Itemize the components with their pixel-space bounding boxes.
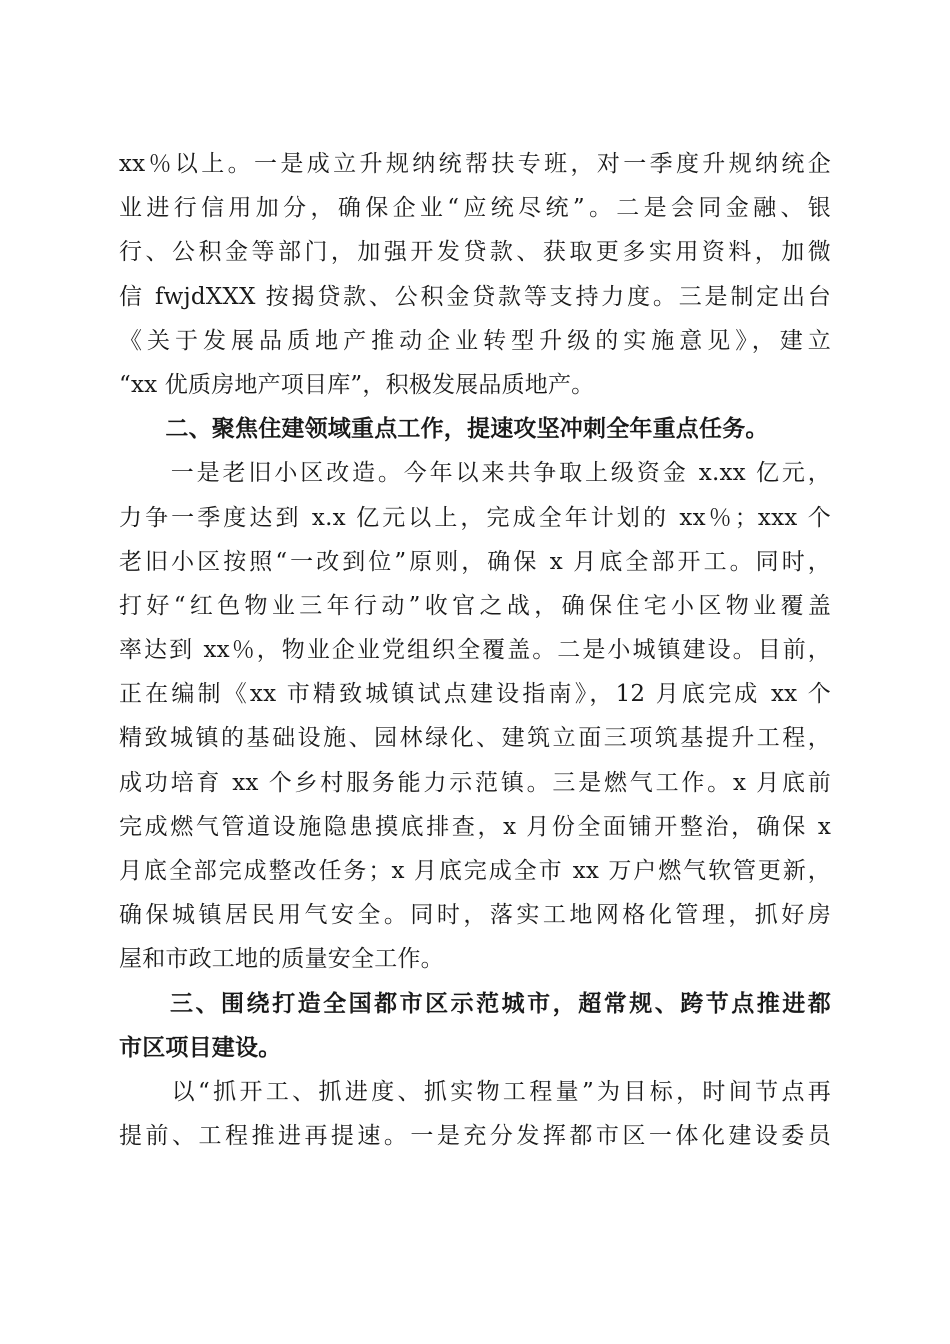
section-heading-2 [119, 407, 831, 451]
text-line: 率达到 xx％，物业企业党组织全覆盖。二是小城镇建设。目前， [119, 637, 831, 664]
text-line: 老旧小区按照“一改到位”原则，确保 x 月底全部开工。同时， [119, 548, 831, 575]
text-line: 精致城镇的基础设施、园林绿化、建筑立面三项筑基提升工程， [119, 725, 831, 752]
document-body [119, 142, 831, 1158]
text-line: 信 fwjdXXX 按揭贷款、公积金贷款等支持力度。三是制定出台 [119, 283, 831, 310]
paragraph-metro-projects [119, 1070, 831, 1158]
text-line: “xx 优质房地产项目库”，积极发展品质地产。 [119, 371, 595, 398]
text-line: 确保城镇居民用气安全。同时，落实工地网格化管理，抓好房 [119, 902, 831, 929]
heading-line: 二、聚焦住建领域重点工作，提速攻坚冲刺全年重点任务。 [119, 416, 769, 443]
text-line: 正在编制《xx 市精致城镇试点建设指南》，12 月底完成 xx 个 [119, 681, 831, 708]
text-line: 打好“红色物业三年行动”收官之战，确保住宅小区物业覆盖 [119, 592, 831, 619]
text-line: xx％以上。一是成立升规纳统帮扶专班，对一季度升规纳统企 [119, 151, 831, 177]
heading-line: 市区项目建设。 [119, 1034, 282, 1061]
text-line: 行、公积金等部门，加强开发贷款、获取更多实用资料，加微 [119, 239, 831, 266]
text-line: 月底全部完成整改任务；x 月底完成全市 xx 万户燃气软管更新， [119, 858, 831, 884]
text-line: 屋和市政工地的质量安全工作。 [119, 946, 444, 973]
paragraph-financing-support [119, 142, 831, 407]
section-heading-3 [119, 982, 831, 1070]
text-line: 成功培育 xx 个乡村服务能力示范镇。三是燃气工作。x 月底前 [119, 769, 831, 796]
text-line: 完成燃气管道设施隐患摸底排查，x 月份全面铺开整治，确保 x [119, 813, 831, 840]
text-line: 力争一季度达到 x.x 亿元以上，完成全年计划的 xx％；xxx 个 [119, 504, 831, 531]
text-line: 以“抓开工、抓进度、抓实物工程量”为目标，时间节点再 [119, 1078, 831, 1105]
text-line: 业进行信用加分，确保企业“应统尽统”。二是会同金融、银 [119, 195, 831, 222]
text-line: 《关于发展品质地产推动企业转型升级的实施意见》，建立 [119, 327, 831, 354]
paragraph-key-tasks [119, 451, 831, 981]
text-line: 提前、工程推进再提速。一是充分发挥都市区一体化建设委员 [119, 1123, 831, 1150]
heading-line: 三、围绕打造全国都市区示范城市，超常规、跨节点推进都 [119, 990, 831, 1017]
text-line: 一是老旧小区改造。今年以来共争取上级资金 x.xx 亿元， [119, 460, 831, 487]
